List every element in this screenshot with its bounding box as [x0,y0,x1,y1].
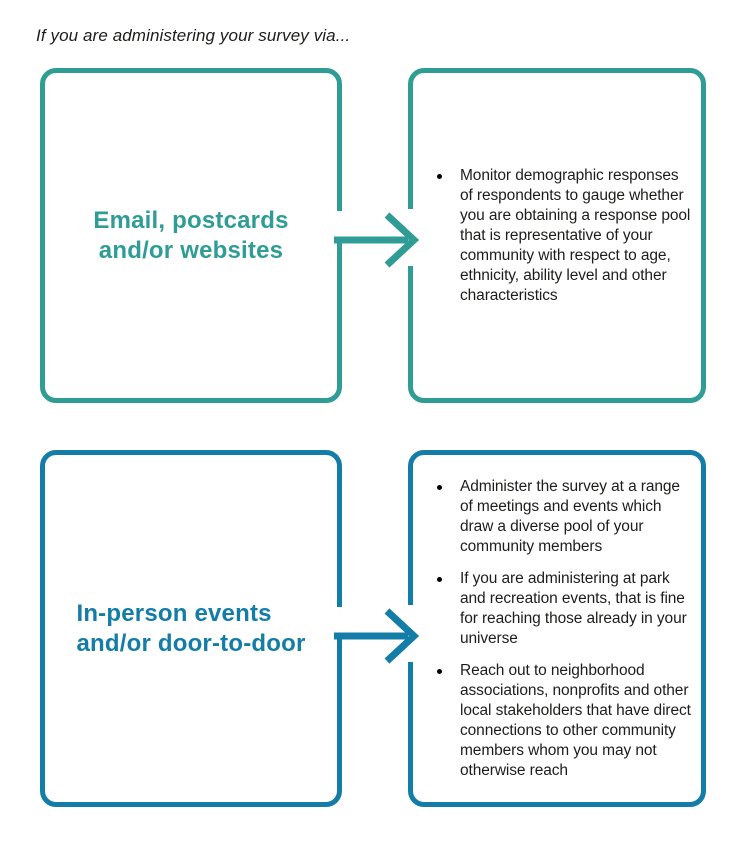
tips-list-inperson [413,477,693,781]
method-box-inperson [40,450,342,807]
method-label-line: and/or door-to-door [76,629,306,657]
tip-item: Monitor demographic responses of respondents to gauge whether you are obtaining a response pool that is representative of your community with respect to age, ethnicity, ability level and other characteristics [413,166,693,306]
tips-box-email [408,68,706,403]
method-label-line: In-person events [76,599,272,627]
tip-item: Reach out to neighborhood associations, nonprofits and other local stakeholders that have direct connections to other community members whom you may not otherwise reach [413,661,693,781]
method-label-inperson [76,599,305,659]
method-box-email [40,68,342,403]
page-title: If you are administering your survey via... [36,26,351,45]
tip-item: If you are administering at park and recreation events, that is fine for reaching those already in your universe [413,569,693,649]
arrow-right-icon [330,205,425,275]
tips-list-email [413,166,693,306]
tips-box-inperson [408,450,706,807]
arrow-right-icon [330,601,425,671]
method-label-line: and/or websites [98,236,284,264]
method-label-line: Email, postcards [93,206,289,234]
method-label-email [93,206,288,266]
tip-item: Administer the survey at a range of meetings and events which draw a diverse pool of your community members [413,477,693,557]
